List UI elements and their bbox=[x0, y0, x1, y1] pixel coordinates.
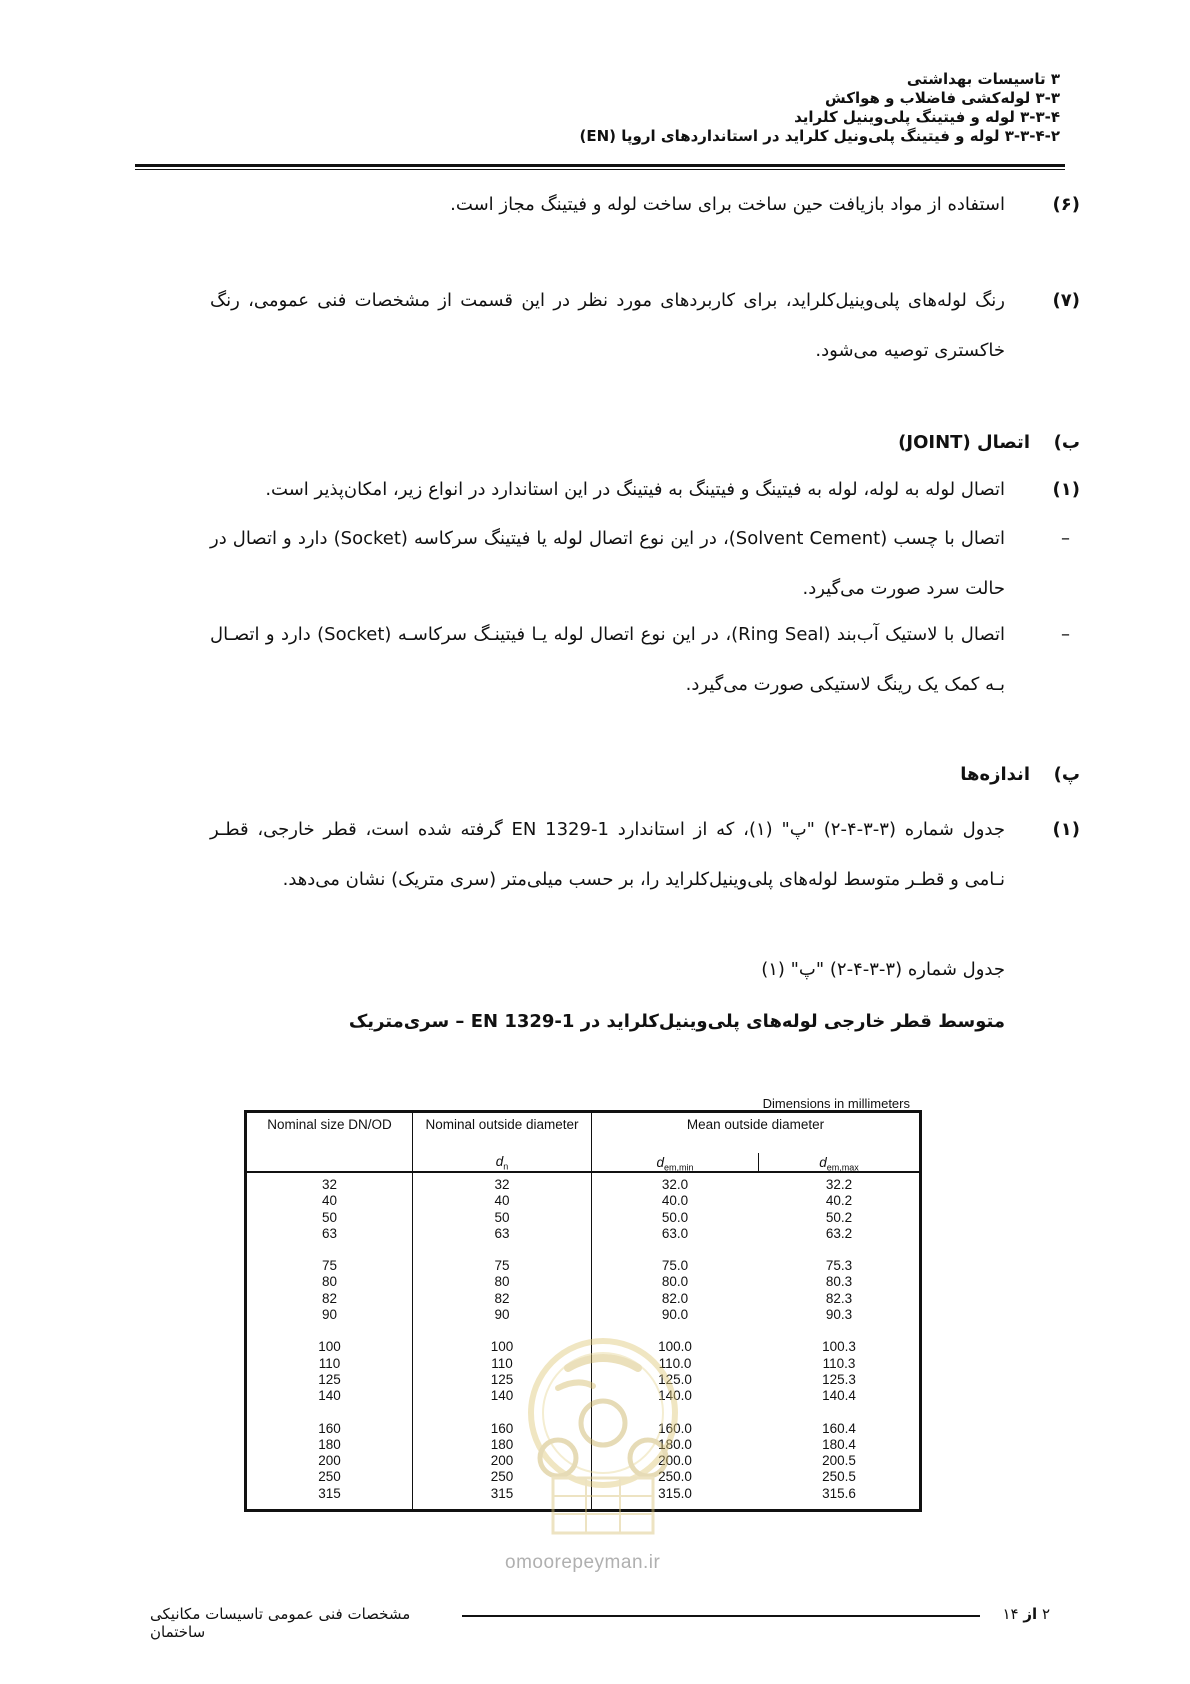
table-cell: 200 bbox=[490, 1453, 514, 1469]
footer-page-number bbox=[1002, 1605, 1050, 1623]
header-dem-min: $d_{em,min}$ bbox=[656, 1155, 694, 1173]
page-current: ۲ bbox=[1041, 1605, 1050, 1623]
footer-rule bbox=[462, 1615, 980, 1617]
table-number: جدول شماره (۳-۳-۴-۲) "پ" (۱) bbox=[761, 959, 1005, 980]
bullet-text: اتصال با لاستیک آب‌بند (Ring Seal)، در این نوع اتصال لوله یـا فیتینـگ سرکاسـه (Socket) دارد و اتصـال بـه کمک یک رینگ لاستیکی صورت می‌گیرد. bbox=[210, 624, 1005, 695]
table-cell: 63.0 bbox=[661, 1225, 689, 1241]
table-cell: 180 bbox=[318, 1436, 341, 1452]
table-cell: 82.3 bbox=[825, 1290, 853, 1306]
table-cell: 32 bbox=[321, 1177, 338, 1192]
table-cell: 50.2 bbox=[825, 1209, 853, 1225]
header-line-1: ۳ تاسیسات بهداشتی bbox=[906, 70, 1060, 88]
table-cell: 50.0 bbox=[661, 1209, 689, 1225]
table-cell: 63 bbox=[321, 1225, 338, 1241]
table-cell: 32 bbox=[494, 1177, 510, 1192]
table-cell: 250 bbox=[318, 1469, 341, 1485]
section-heading-sizes bbox=[210, 760, 1080, 790]
header-rule-thin bbox=[135, 169, 1065, 170]
item-number: (۷) bbox=[1052, 290, 1080, 311]
table-cell: 75 bbox=[321, 1258, 338, 1274]
section-heading-joint bbox=[210, 428, 1080, 458]
item-6 bbox=[210, 180, 1080, 230]
group-spacer bbox=[247, 1405, 412, 1421]
group-spacer bbox=[247, 1323, 412, 1339]
table-cell: 250.0 bbox=[658, 1469, 692, 1485]
column-dem-max bbox=[759, 1177, 919, 1502]
joint-item-1 bbox=[210, 465, 1080, 515]
table-cell: 110 bbox=[491, 1355, 513, 1371]
table-cell: 125.3 bbox=[822, 1371, 856, 1387]
table-cell: 110.0 bbox=[658, 1355, 692, 1371]
table-cell: 90.0 bbox=[661, 1307, 689, 1323]
item-number: (۶) bbox=[1052, 194, 1080, 215]
table-cell: 80.0 bbox=[661, 1274, 689, 1290]
table-cell: 110.3 bbox=[822, 1355, 856, 1371]
table-cell: 90 bbox=[494, 1307, 510, 1323]
table-cell: 90.3 bbox=[825, 1307, 853, 1323]
watermark-logo-icon bbox=[498, 1328, 708, 1558]
table-cell: 82 bbox=[494, 1290, 510, 1306]
table-cell: 100 bbox=[318, 1339, 341, 1355]
joint-bullet-ring-seal bbox=[210, 610, 1080, 710]
header-rule-thick bbox=[135, 164, 1065, 167]
bullet-dash: – bbox=[1061, 624, 1070, 645]
table-cell: 180.0 bbox=[658, 1436, 692, 1452]
joint-bullet-solvent bbox=[210, 514, 1080, 614]
table-cell: 140 bbox=[490, 1388, 514, 1404]
table-cell: 40.2 bbox=[825, 1193, 853, 1209]
table-cell: 160 bbox=[318, 1420, 341, 1436]
group-spacer bbox=[413, 1242, 591, 1258]
group-spacer bbox=[759, 1405, 919, 1421]
table-cell: 40 bbox=[494, 1193, 510, 1209]
table-cell: 160.0 bbox=[658, 1420, 692, 1436]
header-dn-symbol: $d_n$ bbox=[495, 1154, 509, 1172]
table-cell: 80 bbox=[494, 1274, 510, 1290]
header-mean-outside-diameter: Mean outside diameter bbox=[686, 1117, 825, 1132]
table-cell: 315.0 bbox=[658, 1485, 692, 1501]
group-spacer bbox=[592, 1242, 758, 1258]
table-cell: 50 bbox=[494, 1209, 510, 1225]
table-cell: 82.0 bbox=[661, 1290, 689, 1306]
watermark-text: omoorepeyman.ir bbox=[505, 1552, 661, 1573]
table-cell: 100 bbox=[490, 1339, 514, 1355]
table-cell: 315 bbox=[490, 1485, 514, 1501]
item-number: (۱) bbox=[1052, 479, 1080, 500]
item-number: (۱) bbox=[1052, 819, 1080, 840]
header-nominal-outside-diameter: Nominal outside diameter bbox=[425, 1117, 579, 1132]
table-cell: 82 bbox=[321, 1290, 338, 1306]
header-dem-max: $d_{em,max}$ bbox=[819, 1155, 859, 1173]
table-cell: 140.4 bbox=[822, 1388, 856, 1404]
page-of: از bbox=[1023, 1605, 1038, 1623]
footer-title: مشخصات فنی عمومی تاسیسات مکانیکی ساختمان bbox=[150, 1605, 411, 1641]
item-7 bbox=[210, 276, 1080, 376]
section-title: اتصال (JOINT) bbox=[898, 432, 1030, 453]
header-nominal-size: Nominal size DN/OD bbox=[267, 1117, 392, 1132]
table-cell: 200 bbox=[318, 1453, 341, 1469]
item-text: استفاده از مواد بازیافت حین ساخت برای ساخت لوله و فیتینگ مجاز است. bbox=[450, 194, 1005, 215]
table-title: متوسط قطر خارجی لوله‌های پلی‌وینیل‌کلراید در EN 1329-1 – سری‌متریک bbox=[348, 1011, 1005, 1032]
section-number: ب) bbox=[1053, 432, 1080, 453]
header-line-4: ۳-۳-۴-۲ لوله و فیتینگ پلی‌ونیل کلراید در استانداردهای اروپا (EN) bbox=[579, 127, 1060, 145]
table-cell: 63.2 bbox=[825, 1225, 853, 1241]
table-cell: 80.3 bbox=[825, 1274, 853, 1290]
table-cell: 140.0 bbox=[658, 1388, 692, 1404]
header-line-2: ۳-۳ لوله‌کشی فاضلاب و هواکش bbox=[825, 89, 1060, 107]
table-cell: 75.3 bbox=[825, 1258, 853, 1274]
table-cell: 75.0 bbox=[661, 1258, 689, 1274]
page-total: ۱۴ bbox=[1002, 1605, 1019, 1623]
sizes-item-1 bbox=[210, 805, 1080, 905]
table-cell: 110 bbox=[318, 1355, 341, 1371]
table-cell: 250.5 bbox=[822, 1469, 856, 1485]
table-cell: 40 bbox=[321, 1193, 338, 1209]
table-cell: 160 bbox=[490, 1420, 514, 1436]
item-text: رنگ لوله‌های پلی‌وینیل‌کلراید، برای کاربردهای مورد نظر در این قسمت از مشخصات فنی عمومی، رنگ خاکستری توصیه می‌شود. bbox=[210, 290, 1005, 361]
table-cell: 100.3 bbox=[822, 1339, 856, 1355]
page-header bbox=[125, 70, 1060, 146]
table-cell: 125.0 bbox=[658, 1371, 692, 1387]
table-cell: 180 bbox=[490, 1436, 514, 1452]
group-spacer bbox=[759, 1242, 919, 1258]
table-cell: 315.6 bbox=[822, 1485, 856, 1501]
item-text: جدول شماره (۳-۳-۴-۲) "پ" (۱)، که از استاندارد EN 1329-1 گرفته شده است، قطر خارجی، قطـر نـامی و قطـر متوسط لوله‌های پلی‌وینیل‌کلراید را، بر حسب میلی‌متر (سری متریک) نشان می‌دهد. bbox=[210, 819, 1005, 890]
item-text: اتصال لوله به لوله، لوله به فیتینگ و فیتینگ به فیتینگ در این استاندارد در انواع زیر، امکان‌پذیر است. bbox=[265, 479, 1005, 500]
table-cell: 75 bbox=[494, 1258, 510, 1274]
table-cell: 100.0 bbox=[658, 1339, 692, 1355]
section-title: اندازه‌ها bbox=[960, 764, 1030, 785]
table-cell: 200.5 bbox=[822, 1453, 856, 1469]
table-cell: 140 bbox=[318, 1388, 341, 1404]
table-cell: 32.2 bbox=[825, 1177, 853, 1192]
table-cell: 200.0 bbox=[658, 1453, 692, 1469]
table-units-note: Dimensions in millimeters bbox=[762, 1096, 910, 1111]
table-cell: 90 bbox=[321, 1307, 338, 1323]
table-cell: 125 bbox=[490, 1371, 514, 1387]
column-nominal-size bbox=[247, 1177, 412, 1502]
bullet-text: اتصال با چسب (Solvent Cement)، در این نوع اتصال لوله یا فیتینگ سرکاسه (Socket) دارد و اتصال در حالت سرد صورت می‌گیرد. bbox=[210, 528, 1006, 599]
table-cell: 125 bbox=[318, 1371, 341, 1387]
bullet-dash: – bbox=[1061, 528, 1070, 549]
group-spacer bbox=[759, 1323, 919, 1339]
table-cell: 80 bbox=[321, 1274, 338, 1290]
header-line-3: ۳-۳-۴ لوله و فیتینگ پلی‌وینیل کلراید bbox=[794, 108, 1060, 126]
table-cell: 180.4 bbox=[822, 1436, 856, 1452]
table-cell: 250 bbox=[490, 1469, 514, 1485]
section-number: پ) bbox=[1053, 764, 1080, 785]
table-cell: 32.0 bbox=[661, 1177, 689, 1192]
group-spacer bbox=[247, 1242, 412, 1258]
table-cell: 50 bbox=[321, 1209, 338, 1225]
table-cell: 160.4 bbox=[822, 1420, 856, 1436]
table-cell: 40.0 bbox=[661, 1193, 689, 1209]
table-cell: 315 bbox=[318, 1485, 341, 1501]
table-cell: 63 bbox=[494, 1225, 510, 1241]
